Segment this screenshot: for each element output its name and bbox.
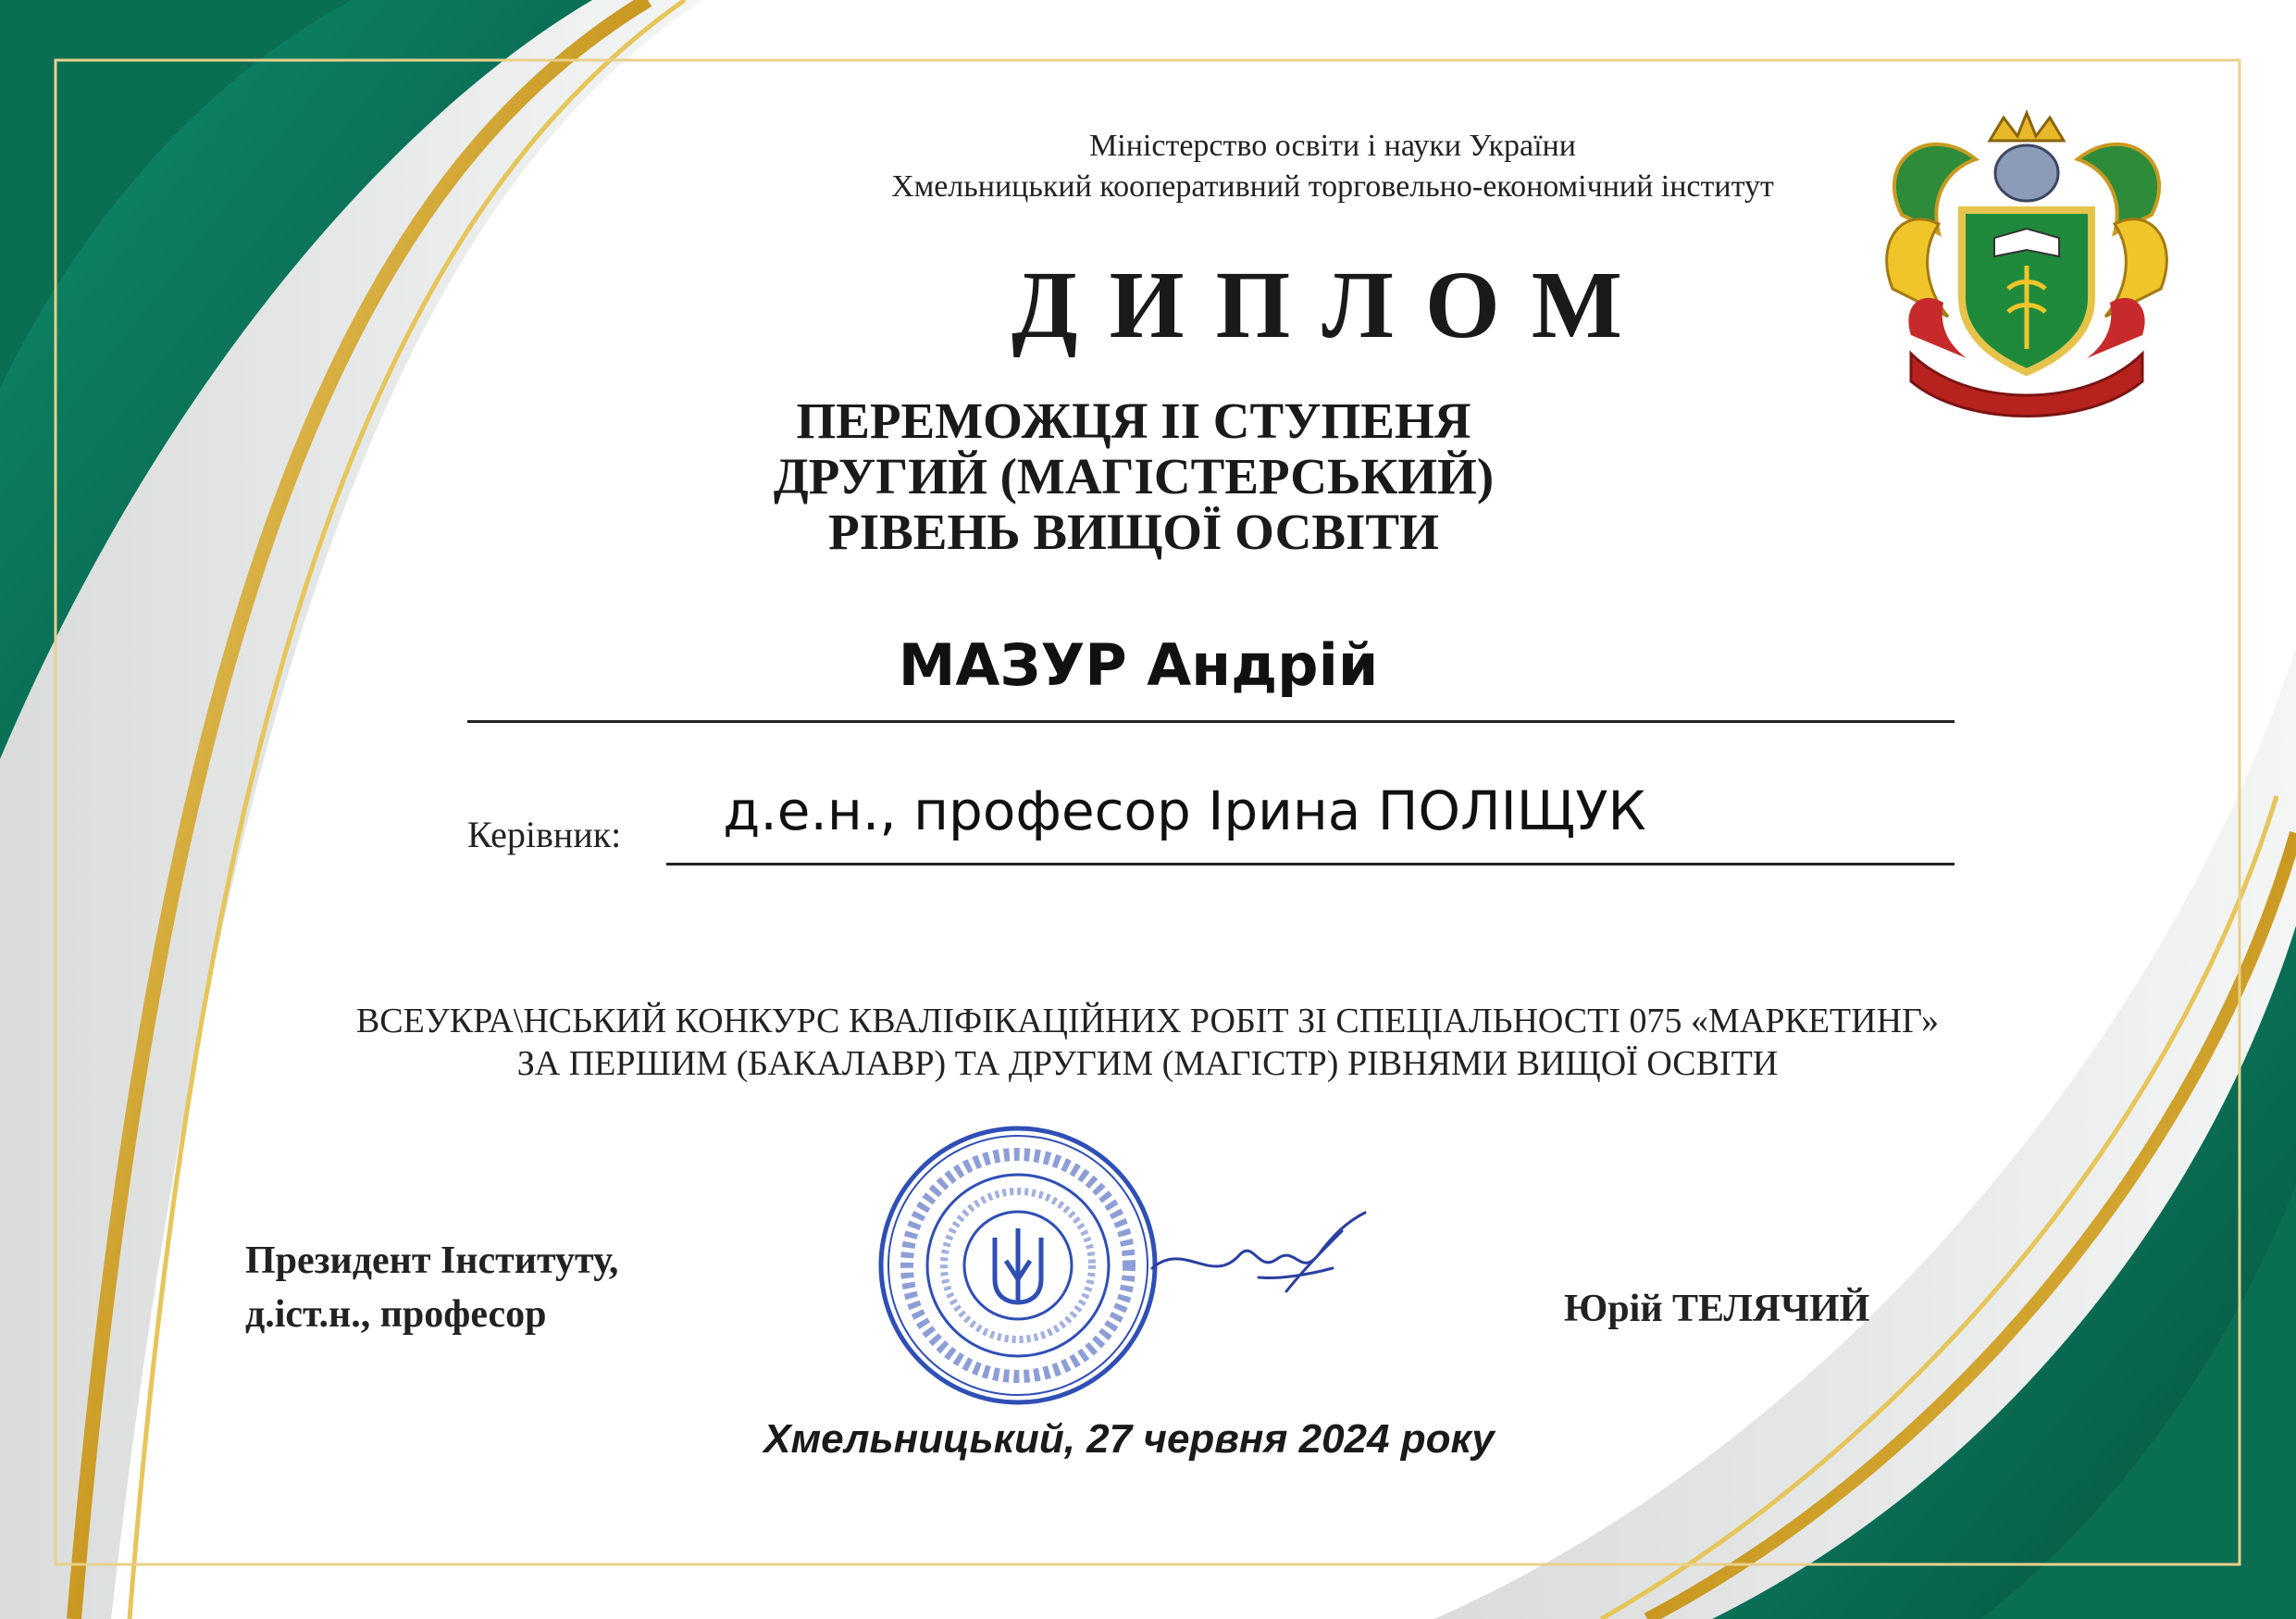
signatory-name: Юрій ТЕЛЯЧИЙ: [1564, 1288, 1870, 1330]
supervisor-underline: [666, 863, 1955, 866]
signature-icon: [1148, 1203, 1370, 1314]
contest-line-2: ЗА ПЕРШИМ (БАКАЛАВР) ТА ДРУГИМ (МАГІСТР) РІВНЯМИ ВИЩОЇ ОСВІТИ: [516, 1044, 1779, 1083]
ministry-name: Міністерство освіти і науки України: [1089, 129, 1576, 163]
award-description: [592, 393, 1675, 560]
coat-of-arms-icon: [1874, 104, 2179, 418]
signatory-position-line-2: д.іст.н., професор: [245, 1293, 547, 1336]
award-line-2: ДРУГИЙ (МАГІСТЕРСЬКИЙ): [773, 448, 1495, 504]
diploma-title: ДИПЛОМ: [1011, 252, 1654, 358]
award-line-1: ПЕРЕМОЖЦЯ ІІ СТУПЕНЯ: [796, 392, 1471, 449]
institute-name: Хмельницький кооперативний торговельно-економічний інститут: [891, 169, 1774, 204]
contest-line-1: ВСЕУКРА\НСЬКИЙ КОНКУРС КВАЛІФІКАЦІЙНИХ РОБІТ ЗІ СПЕЦІАЛЬНОСТІ 075 «МАРКЕТИНГ»: [355, 1002, 1940, 1040]
signatory-position: [245, 1234, 618, 1341]
contest-description: [278, 1000, 2017, 1085]
award-line-3: РІВЕНЬ ВИЩОЇ ОСВІТИ: [828, 504, 1439, 560]
official-seal-icon: [875, 1122, 1161, 1409]
recipient-underline: [467, 720, 1955, 723]
recipient-name: МАЗУР Андрій: [898, 631, 1379, 699]
signatory-position-line-1: Президент Інституту,: [245, 1239, 619, 1282]
supervisor-label: Керівник:: [467, 814, 622, 855]
supervisor-value: д.е.н., професор Ірина ПОЛІЩУК: [723, 779, 1646, 842]
header: [592, 126, 2073, 207]
place-and-date: Хмельницький, 27 червня 2024 року: [763, 1416, 1495, 1462]
